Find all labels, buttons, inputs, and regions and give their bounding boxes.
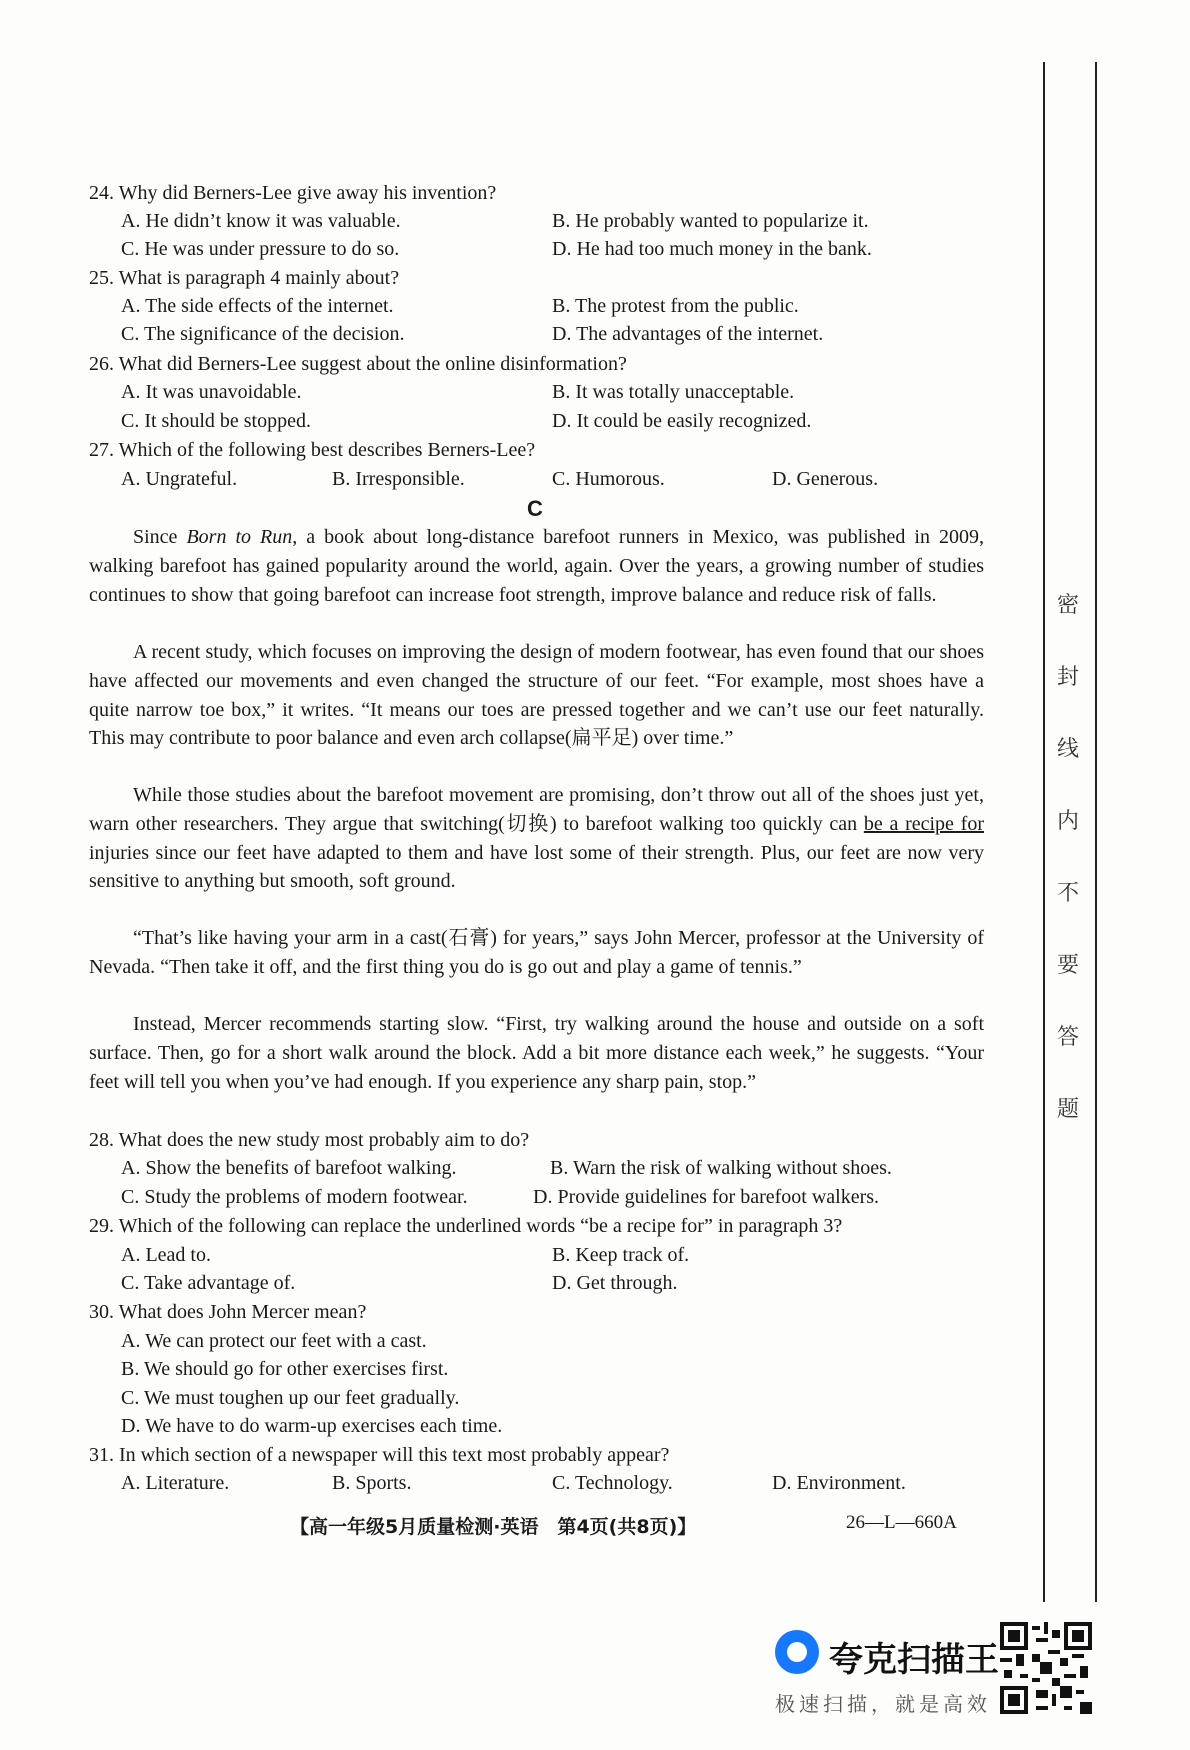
passage-paragraph-1: Since Born to Run, a book about long-distance barefoot runners in Mexico, was published in 2009, walking barefoot has gained popularity around the world, again. Over the years, a growing number of studies continues to show that going barefoot can increase foot strength, improve balance and reduce risk of falls. [89,526,984,606]
page-footer-label: 【高一年级5月质量检测·英语 第4页(共8页)】 [290,1516,697,1538]
seal-char-7: 答 [1056,1025,1079,1050]
option-24d: D. He had too much money in the bank. [552,238,872,260]
page-footer-code: 26—L—660A [846,1512,957,1533]
option-30d: D. We have to do warm-up exercises each time. [121,1415,503,1437]
option-28a: A. Show the benefits of barefoot walking. [121,1157,457,1179]
seal-char-4: 内 [1056,809,1079,834]
option-26d: D. It could be easily recognized. [552,410,812,432]
question-29-stem: 29. Which of the following can replace the underlined words “be a recipe for” in paragraph 3? [89,1215,843,1237]
question-26-stem: 26. What did Berners-Lee suggest about the online disinformation? [89,353,627,375]
option-28d: D. Provide guidelines for barefoot walkers. [533,1186,880,1208]
qr-code-icon [1000,1622,1092,1714]
option-26c: C. It should be stopped. [121,410,311,432]
seal-char-5: 不 [1056,881,1079,906]
passage-paragraph-4: “That’s like having your arm in a cast(石膏) for years,” says John Mercer, professor at the University of Nevada. “Then take it off, and the first thing you do is go out and play a game of tennis.” [89,927,984,978]
option-30a: A. We can protect our feet with a cast. [121,1330,427,1352]
passage-paragraph-5: Instead, Mercer recommends starting slow. “First, try walking around the house and outside on a soft surface. Then, go for a short walk around the block. Add a bit more distance each week,” he suggests. “Your feet will tell you when you’ve had enough. If you experience any sharp pain, stop.” [89,1013,984,1093]
option-28c: C. Study the problems of modern footwear. [121,1186,468,1208]
seal-char-6: 要 [1056,953,1079,978]
question-28-stem: 28. What does the new study most probably aim to do? [89,1129,530,1151]
seal-char-1: 密 [1056,593,1079,618]
option-30c: C. We must toughen up our feet gradually. [121,1387,460,1409]
option-24c: C. He was under pressure to do so. [121,238,400,260]
option-29d: D. Get through. [552,1272,678,1294]
binding-line-inner [1043,62,1045,1602]
option-27b: B. Irresponsible. [332,468,465,490]
option-25d: D. The advantages of the internet. [552,323,824,345]
question-31-stem: 31. In which section of a newspaper will this text most probably appear? [89,1444,670,1466]
option-25c: C. The significance of the decision. [121,323,405,345]
brand-name: 夸克扫描王 [829,1640,999,1680]
section-heading: C [527,496,543,521]
option-28b: B. Warn the risk of walking without shoes. [550,1157,892,1179]
option-25a: A. The side effects of the internet. [121,295,394,317]
question-25-stem: 25. What is paragraph 4 mainly about? [89,267,400,289]
question-30-stem: 30. What does John Mercer mean? [89,1301,367,1323]
book-title: Born to Run [186,526,293,548]
option-31d: D. Environment. [772,1472,906,1494]
option-24b: B. He probably wanted to popularize it. [552,210,869,232]
option-31a: A. Literature. [121,1472,230,1494]
option-27a: A. Ungrateful. [121,468,238,490]
option-27d: D. Generous. [772,468,879,490]
option-25b: B. The protest from the public. [552,295,799,317]
option-27c: C. Humorous. [552,468,665,490]
option-31b: B. Sports. [332,1472,412,1494]
option-26b: B. It was totally unacceptable. [552,381,795,403]
question-24-stem: 24. Why did Berners-Lee give away his invention? [89,182,497,204]
seal-char-2: 封 [1056,665,1079,690]
seal-char-8: 题 [1056,1097,1079,1122]
passage-paragraph-2: A recent study, which focuses on improving the design of modern footwear, has even found that our shoes have affected our movements and even changed the structure of our feet. “For example, most shoes have a quite narrow toe box,” it writes. “It means our toes are pressed together and we can’t use our feet naturally. This may contribute to poor balance and even arch collapse(扁平足) over time.” [89,641,984,750]
option-29b: B. Keep track of. [552,1244,690,1266]
option-30b: B. We should go for other exercises first. [121,1358,449,1380]
underlined-phrase: be a recipe for [863,812,985,835]
quark-logo-icon [775,1630,819,1674]
binding-line-outer [1095,62,1097,1602]
option-29a: A. Lead to. [121,1244,211,1266]
option-31c: C. Technology. [552,1472,673,1494]
option-26a: A. It was unavoidable. [121,381,302,403]
option-24a: A. He didn’t know it was valuable. [121,210,401,232]
brand-tagline: 极速扫描，就是高效 [775,1692,991,1716]
passage-paragraph-3: While those studies about the barefoot movement are promising, don’t throw out all of the shoes just yet, warn other researchers. They argue that switching(切换) to barefoot walking too quickly can be a recipe for injuries since our feet have adapted to them and have lost some of their strength. Plus, our feet are now very sensitive to anything but smooth, soft ground. [89,784,985,893]
option-29c: C. Take advantage of. [121,1272,296,1294]
question-27-stem: 27. Which of the following best describes Berners-Lee? [89,439,536,461]
seal-char-3: 线 [1056,737,1079,762]
